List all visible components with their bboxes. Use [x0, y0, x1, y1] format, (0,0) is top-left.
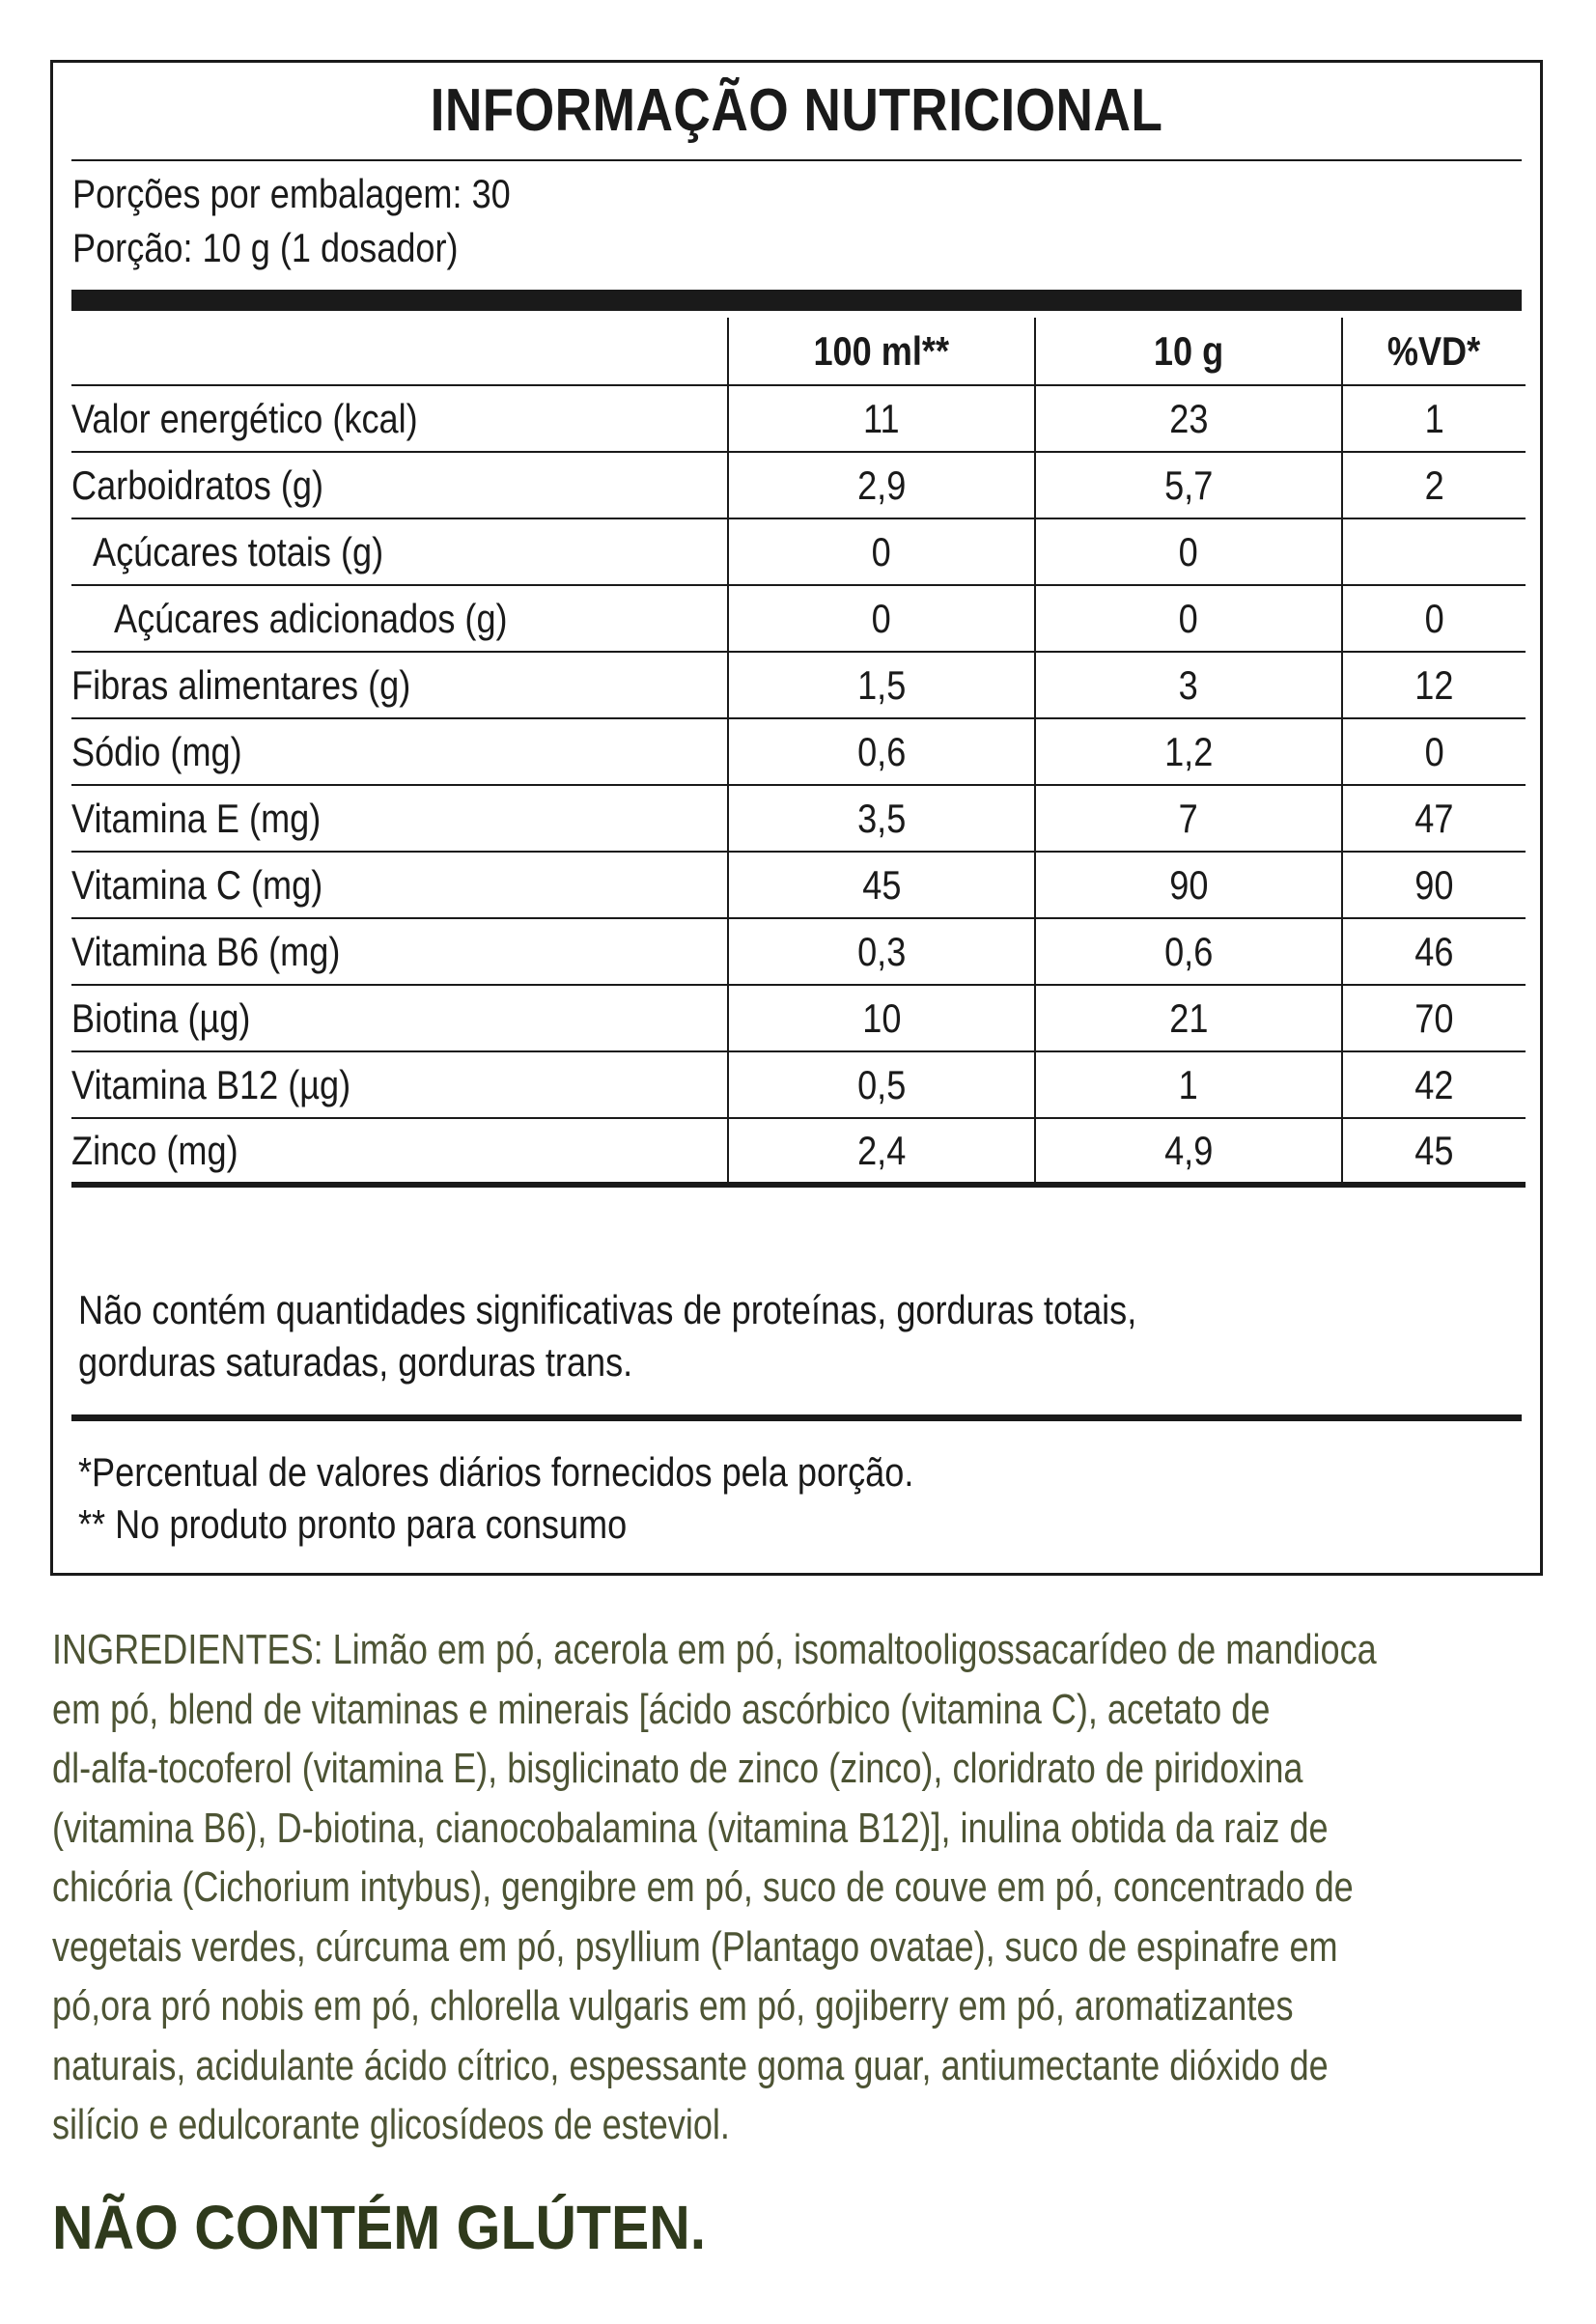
gluten-free-notice: NÃO CONTÉM GLÚTEN.: [52, 2193, 707, 2262]
value-100ml: 11: [728, 385, 1035, 452]
servings-per-package: Porções por embalagem: 30: [72, 171, 511, 216]
nutrient-name: Vitamina B12 (µg): [71, 1051, 728, 1118]
note-line: Não contém quantidades significativas de proteínas, gorduras totais,: [78, 1287, 1137, 1332]
nutrient-name: Biotina (µg): [71, 985, 728, 1051]
value-10g: 1,2: [1035, 718, 1342, 785]
table-row: [71, 452, 1526, 518]
title-divider: [71, 159, 1522, 161]
nutrient-name: Açúcares adicionados (g): [71, 585, 728, 652]
not-significant-note: [78, 1284, 1136, 1388]
table-row: [71, 652, 1526, 718]
table-row: [71, 918, 1526, 985]
value-vd: 0: [1342, 718, 1526, 785]
nutrition-table: [71, 318, 1526, 1188]
value-vd: 42: [1342, 1051, 1526, 1118]
value-100ml: 45: [728, 852, 1035, 918]
table-header-row: [71, 318, 1526, 385]
footnotes: [78, 1446, 913, 1551]
nutrient-name: Sódio (mg): [71, 718, 728, 785]
value-vd: 2: [1342, 452, 1526, 518]
header-per-100ml: [728, 318, 1035, 385]
value-vd: 70: [1342, 985, 1526, 1051]
value-vd: 47: [1342, 785, 1526, 852]
value-10g: 3: [1035, 652, 1342, 718]
nutrition-facts-label: [50, 60, 1543, 1576]
value-100ml: 2,9: [728, 452, 1035, 518]
ingredients-line: (vitamina B6), D-biotina, cianocobalamina (vitamina B12)], inulina obtida da raiz de: [52, 1804, 1329, 1852]
nutrient-name: Valor energético (kcal): [71, 385, 728, 452]
nutrient-name: Zinco (mg): [71, 1118, 728, 1185]
serving-size: Porção: 10 g (1 dosador): [72, 225, 459, 270]
value-100ml: 0: [728, 585, 1035, 652]
nutrient-name: Açúcares totais (g): [71, 518, 728, 585]
value-10g: 0: [1035, 585, 1342, 652]
ingredients-line: em pó, blend de vitaminas e minerais [ácido ascórbico (vitamina C), acetato de: [52, 1685, 1271, 1733]
nutrient-name: Fibras alimentares (g): [71, 652, 728, 718]
note-line: gorduras saturadas, gorduras trans.: [78, 1339, 633, 1385]
nutrient-name: Vitamina E (mg): [71, 785, 728, 852]
table-row: [71, 785, 1526, 852]
value-10g: 4,9: [1035, 1118, 1342, 1185]
header-label: 10 g: [1153, 327, 1224, 374]
header-per-10g: [1035, 318, 1342, 385]
table-row: [71, 1051, 1526, 1118]
value-100ml: 0,3: [728, 918, 1035, 985]
value-vd: 1: [1342, 385, 1526, 452]
label-title: INFORMAÇÃO NUTRICIONAL: [430, 77, 1163, 144]
ingredients-line: silício e edulcorante glicosídeos de esteviol.: [52, 2101, 730, 2148]
footnote-line: *Percentual de valores diários fornecidos pela porção.: [78, 1449, 914, 1495]
value-10g: 0: [1035, 518, 1342, 585]
header-nutrient: [71, 318, 728, 385]
table-row: [71, 1118, 1526, 1185]
value-10g: 7: [1035, 785, 1342, 852]
ingredients-line: dl-alfa-tocoferol (vitamina E), bisglicinato de zinco (zinco), cloridrato de piridoxina: [52, 1745, 1303, 1792]
ingredients-line: INGREDIENTES: Limão em pó, acerola em pó, isomaltooligossacarídeo de mandioca: [52, 1626, 1377, 1673]
value-vd: 46: [1342, 918, 1526, 985]
value-100ml: 10: [728, 985, 1035, 1051]
value-vd: 45: [1342, 1118, 1526, 1185]
footnote-line: ** No produto pronto para consumo: [78, 1501, 628, 1547]
value-100ml: 3,5: [728, 785, 1035, 852]
value-10g: 1: [1035, 1051, 1342, 1118]
ingredients-text: [52, 1620, 1558, 2155]
table-row: [71, 852, 1526, 918]
value-vd: 12: [1342, 652, 1526, 718]
value-vd: 0: [1342, 585, 1526, 652]
nutrient-name: Carboidratos (g): [71, 452, 728, 518]
table-row: [71, 718, 1526, 785]
footnote-divider: [71, 1414, 1522, 1421]
value-10g: 5,7: [1035, 452, 1342, 518]
value-100ml: 0,5: [728, 1051, 1035, 1118]
nutrient-name: Vitamina B6 (mg): [71, 918, 728, 985]
table-row: [71, 585, 1526, 652]
nutrient-name: Vitamina C (mg): [71, 852, 728, 918]
value-100ml: 2,4: [728, 1118, 1035, 1185]
value-10g: 23: [1035, 385, 1342, 452]
table-row: [71, 518, 1526, 585]
value-vd: [1342, 518, 1526, 585]
thick-divider: [71, 290, 1522, 311]
header-label: %VD*: [1387, 327, 1481, 374]
value-10g: 21: [1035, 985, 1342, 1051]
value-10g: 90: [1035, 852, 1342, 918]
value-100ml: 1,5: [728, 652, 1035, 718]
ingredients-line: pó,ora pró nobis em pó, chlorella vulgaris em pó, gojiberry em pó, aromatizantes: [52, 1982, 1294, 2030]
header-label: 100 ml**: [813, 327, 950, 374]
table-row: [71, 385, 1526, 452]
value-vd: 90: [1342, 852, 1526, 918]
ingredients-line: naturais, acidulante ácido cítrico, espessante goma guar, antiumectante dióxido de: [52, 2041, 1329, 2089]
header-daily-value: [1342, 318, 1526, 385]
value-10g: 0,6: [1035, 918, 1342, 985]
value-100ml: 0,6: [728, 718, 1035, 785]
table-row: [71, 985, 1526, 1051]
ingredients-line: vegetais verdes, cúrcuma em pó, psyllium (Plantago ovatae), suco de espinafre em: [52, 1922, 1338, 1971]
value-100ml: 0: [728, 518, 1035, 585]
ingredients-line: chicória (Cichorium intybus), gengibre em pó, suco de couve em pó, concentrado de: [52, 1863, 1354, 1911]
